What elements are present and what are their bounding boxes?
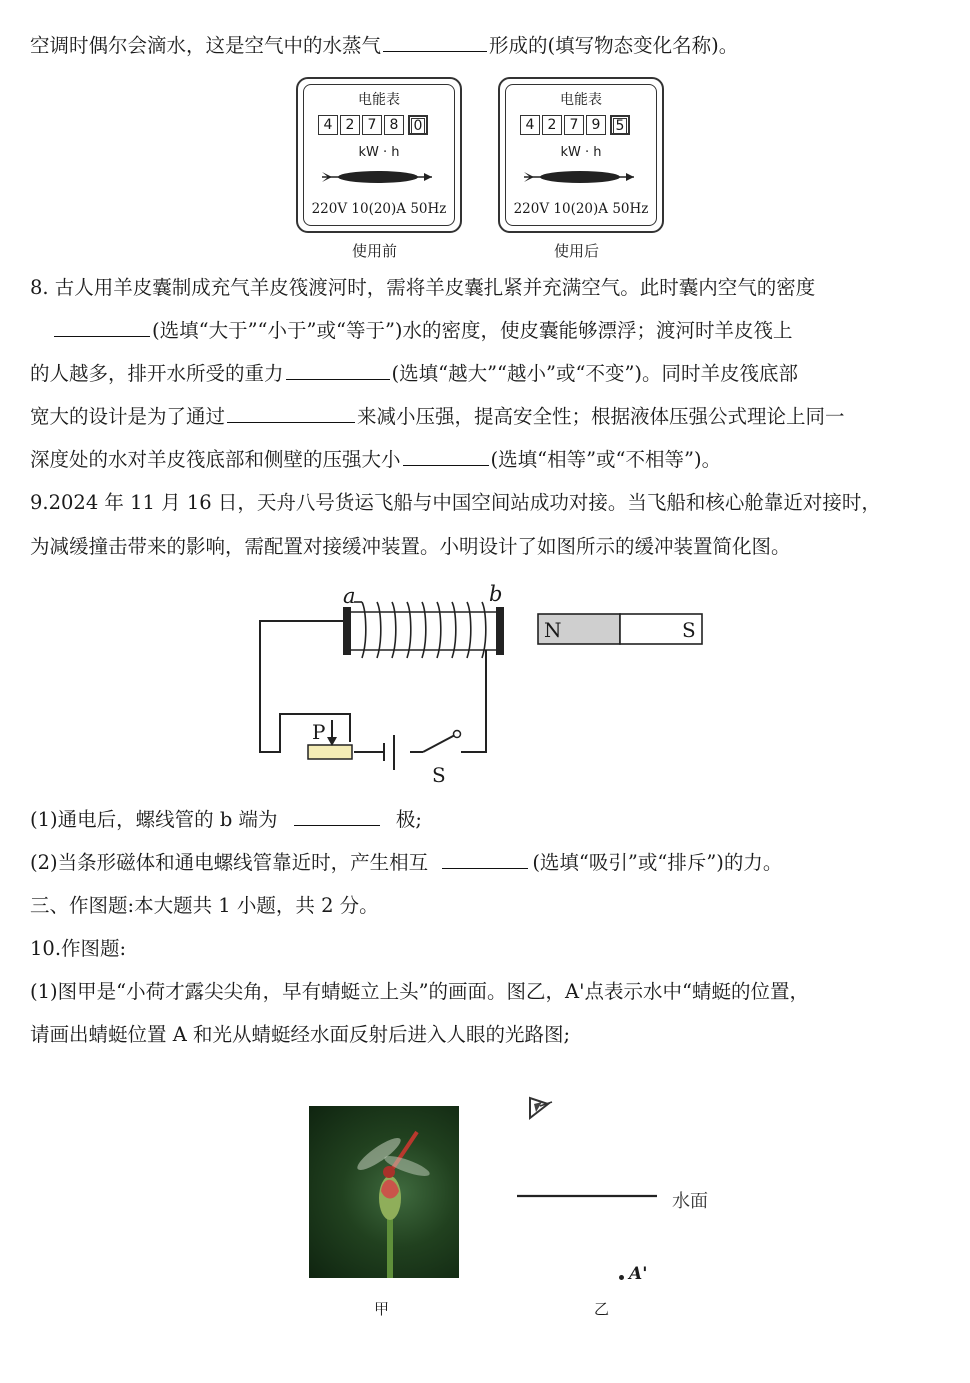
q9-sub2: (2)当条形磁体和通电螺线管靠近时，产生相互 (选填“吸引”或“排斥”)的力。 — [30, 851, 783, 874]
dragonfly-lotus-photo — [309, 1106, 459, 1278]
meter-after-caption: 使用后 — [554, 242, 600, 260]
q8-blank-method[interactable] — [227, 421, 355, 423]
q7-answer-blank[interactable] — [383, 50, 487, 52]
water-surface-label: 水面 — [672, 1191, 708, 1212]
meter-digit-decimal: 0 — [408, 115, 428, 135]
meter-disc-icon — [320, 167, 438, 187]
q10-line-1: (1)图甲是“小荷才露尖尖角，早有蜻蜓立上头”的画面。图乙，A'点表示水中“蜻蜓的位置， — [30, 980, 809, 1003]
q8-line-5: 深度处的水对羊皮筏底部和侧壁的压强大小 (选填“相等”或“不相等”)。 — [30, 448, 722, 471]
meter-unit: kW · h — [560, 145, 602, 160]
q9-line-2: 为减缓撞击带来的影响，需配置对接缓冲装置。小明设计了如图所示的缓冲装置简化图。 — [30, 535, 791, 558]
meter-digit: 4 — [520, 115, 540, 135]
figure-yi-caption: 乙 — [594, 1300, 610, 1318]
a-prime-label: A' — [629, 1264, 648, 1284]
solenoid-end-a-label: a — [343, 584, 356, 608]
q7-line — [30, 36, 738, 56]
q8-blank-pressure[interactable] — [403, 464, 489, 466]
q8-line-3: 的人越多，排开水所受的重力 (选填“越大”“越小”或“不变”)。同时羊皮筏底部 — [30, 362, 799, 385]
eye-icon — [526, 1094, 556, 1122]
solenoid-end-b-label: b — [489, 582, 503, 606]
q7-text-after: 形成的(填写物态变化名称)。 — [489, 34, 739, 57]
meter-title: 电能表 — [358, 92, 400, 108]
meter-digit: 9 — [586, 115, 606, 135]
meter-digits — [520, 115, 632, 135]
q9-blank-pole[interactable] — [294, 824, 380, 826]
meter-spec: 220V 10(20)A 50Hz — [513, 201, 649, 217]
meter-digit-decimal: 5 — [610, 115, 630, 135]
q8-blank-density[interactable] — [54, 335, 150, 337]
q9-line-1: 9.2024 年 11 月 16 日，天舟八号货运飞船与中国空间站成功对接。当飞船和核心舱靠近对接时， — [30, 491, 881, 514]
meter-spec: 220V 10(20)A 50Hz — [311, 201, 447, 217]
meter-disc-icon — [522, 167, 640, 187]
q9-blank-force[interactable] — [442, 867, 528, 869]
meter-digit: 7 — [564, 115, 584, 135]
meter-digit: 2 — [542, 115, 562, 135]
meter-digit: 7 — [362, 115, 382, 135]
meter-digit: 2 — [340, 115, 360, 135]
q8-line-4: 宽大的设计是为了通过 来减小压强，提高安全性；根据液体压强公式理论上同一 — [30, 405, 845, 428]
water-surface-line — [517, 1192, 662, 1200]
q8-line-1: 8. 古人用羊皮囊制成充气羊皮筏渡河时，需将羊皮囊扎紧并充满空气。此时囊内空气的密度 — [30, 276, 816, 299]
meter-digit: 4 — [318, 115, 338, 135]
q8-line-2: (选填“大于”“小于”或“等于”)水的密度，使皮囊能够漂浮；渡河时羊皮筏上 — [52, 321, 793, 341]
q10-line-2: 请画出蜻蜓位置 A 和光从蜻蜓经水面反射后进入人眼的光路图; — [30, 1023, 571, 1046]
meter-digit: 8 — [384, 115, 404, 135]
magnet-n-label: N — [544, 618, 562, 642]
figure-jia-caption: 甲 — [374, 1300, 390, 1318]
q8-blank-gravity[interactable] — [286, 378, 390, 380]
a-prime-point — [619, 1275, 624, 1280]
circuit-diagram — [250, 580, 720, 790]
q10-title: 10.作图题: — [30, 937, 127, 960]
switch-label: S — [432, 763, 446, 787]
q9-sub1: (1)通电后，螺线管的 b 端为 极; — [30, 808, 422, 831]
q7-text-before: 空调时偶尔会滴水，这是空气中的水蒸气 — [30, 34, 382, 57]
meter-title: 电能表 — [560, 92, 602, 108]
rheostat-slider-label: P — [312, 720, 326, 744]
section-3-heading: 三、作图题:本大题共 1 小题，共 2 分。 — [30, 894, 379, 917]
magnet-s-label: S — [682, 618, 696, 642]
dragonfly-lotus-illustration — [309, 1106, 459, 1278]
meter-unit: kW · h — [358, 145, 400, 160]
meter-before-caption: 使用前 — [352, 242, 398, 260]
meter-before — [296, 77, 462, 233]
meter-digits — [318, 115, 430, 135]
meter-after — [498, 77, 664, 233]
